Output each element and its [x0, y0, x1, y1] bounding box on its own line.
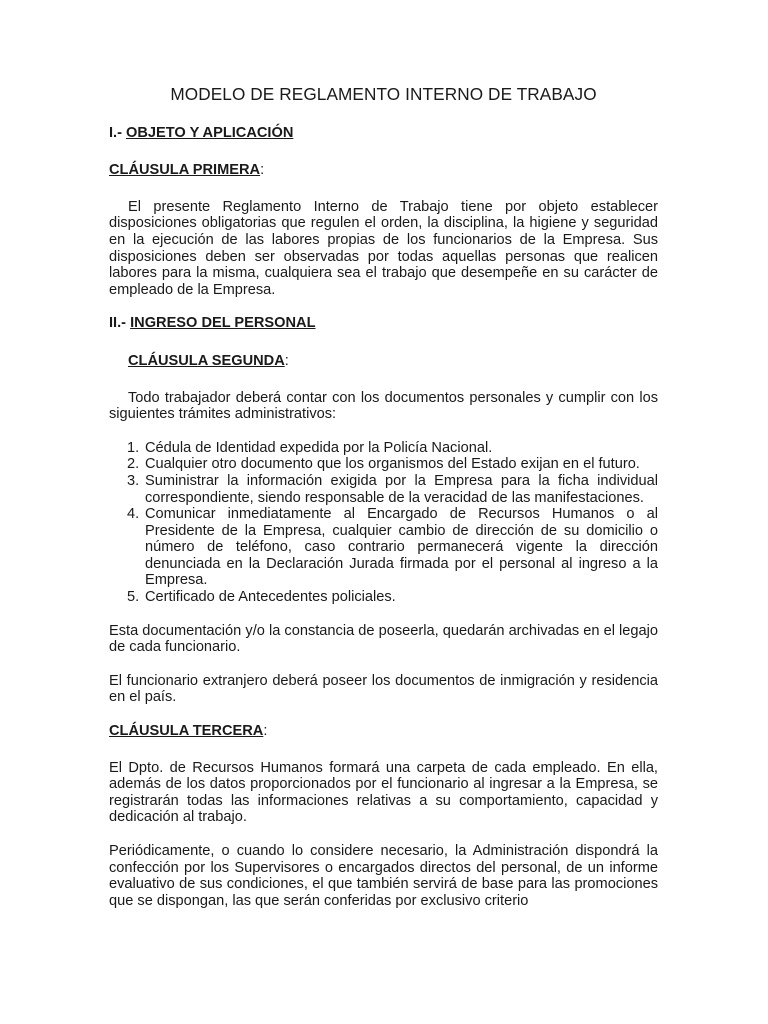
list-item-text: Suministrar la información exigida por la Empresa para la ficha individual correspondiente, siendo responsable de la veracidad de las manifestaciones.	[145, 472, 658, 506]
list-item-number: 2.	[127, 456, 140, 473]
clause-name: CLÁUSULA TERCERA	[109, 723, 264, 740]
list-item	[127, 439, 658, 457]
list-item	[127, 472, 658, 506]
list-item	[127, 506, 658, 589]
requirements-list	[109, 440, 658, 606]
clause-heading-tercera	[109, 723, 658, 740]
list-item	[127, 456, 658, 473]
document-title: MODELO DE REGLAMENTO INTERNO DE TRABAJO	[170, 84, 597, 104]
section-name: INGRESO DEL PERSONAL	[130, 315, 316, 332]
clause-name: CLÁUSULA PRIMERA	[109, 162, 261, 179]
section-heading-ingreso	[109, 315, 658, 332]
paragraph-objeto: El presente Reglamento Interno de Trabajo tiene por objeto establecer disposiciones obligatorias que regulen el orden, la disciplina, la higiene y seguridad en la ejecución de las labores propias de los funcionarios de la Empresa. Sus disposiciones deben ser observadas por todas aquellas personas que realicen labores para la misma, cualquiera sea el trabajo que desempeñe en su carácter de empleado de la Empresa.	[109, 198, 658, 298]
clause-suffix: :	[284, 352, 289, 369]
clause-heading-primera	[109, 162, 658, 179]
list-item-number: 1.	[127, 439, 140, 456]
paragraph-carpeta: El Dpto. de Recursos Humanos formará una carpeta de cada empleado. En ella, además de los datos proporcionados por el funcionario al ingresar a la Empresa, se registrarán todas las informaciones relativas a su comportamiento, capacidad y dedicación al trabajo.	[109, 759, 658, 826]
list-item-text: Cualquier otro documento que los organismos del Estado exijan en el futuro.	[145, 456, 640, 473]
list-item-text: Certificado de Antecedentes policiales.	[145, 589, 396, 606]
list-item-text: Cédula de Identidad expedida por la Policía Nacional.	[145, 439, 493, 456]
section-number: I.-	[109, 124, 127, 141]
paragraph-archivo: Esta documentación y/o la constancia de poseerla, quedarán archivadas en el legajo de cada funcionario.	[109, 622, 658, 656]
paragraph-extranjero: El funcionario extranjero deberá poseer los documentos de inmigración y residencia en el país.	[109, 672, 658, 706]
clause-suffix: :	[263, 723, 268, 740]
list-item-number: 5.	[127, 589, 140, 606]
document-body	[109, 86, 658, 926]
clause-name: CLÁUSULA SEGUNDA	[128, 352, 285, 369]
section-number: II.-	[109, 315, 131, 332]
section-heading-objeto	[109, 125, 658, 142]
list-item-text: Comunicar inmediatamente al Encargado de Recursos Humanos o al Presidente de la Empresa, cualquier cambio de dirección de su domicilio o número de teléfono, caso contrario permanecerá vigente la dirección denunciada en la Declaración Jurada firmada por el personal al ingreso a la Empresa.	[145, 506, 658, 589]
paragraph-documentos: Todo trabajador deberá contar con los documentos personales y cumplir con los siguientes trámites administrativos:	[109, 389, 658, 423]
list-item-number: 4.	[127, 506, 140, 523]
clause-heading-segunda	[109, 353, 658, 370]
clause-suffix: :	[260, 162, 265, 179]
section-name: OBJETO Y APLICACIÓN	[126, 124, 294, 141]
list-item	[127, 589, 658, 606]
paragraph-evaluacion: Periódicamente, o cuando lo considere necesario, la Administración dispondrá la confección por los Supervisores o encargados directos del personal, de un informe evaluativo de sus condiciones, el que también servirá de base para las promociones que se dispongan, las que serán conferidas por exclusivo criterio	[109, 843, 658, 909]
list-item-number: 3.	[127, 472, 140, 489]
